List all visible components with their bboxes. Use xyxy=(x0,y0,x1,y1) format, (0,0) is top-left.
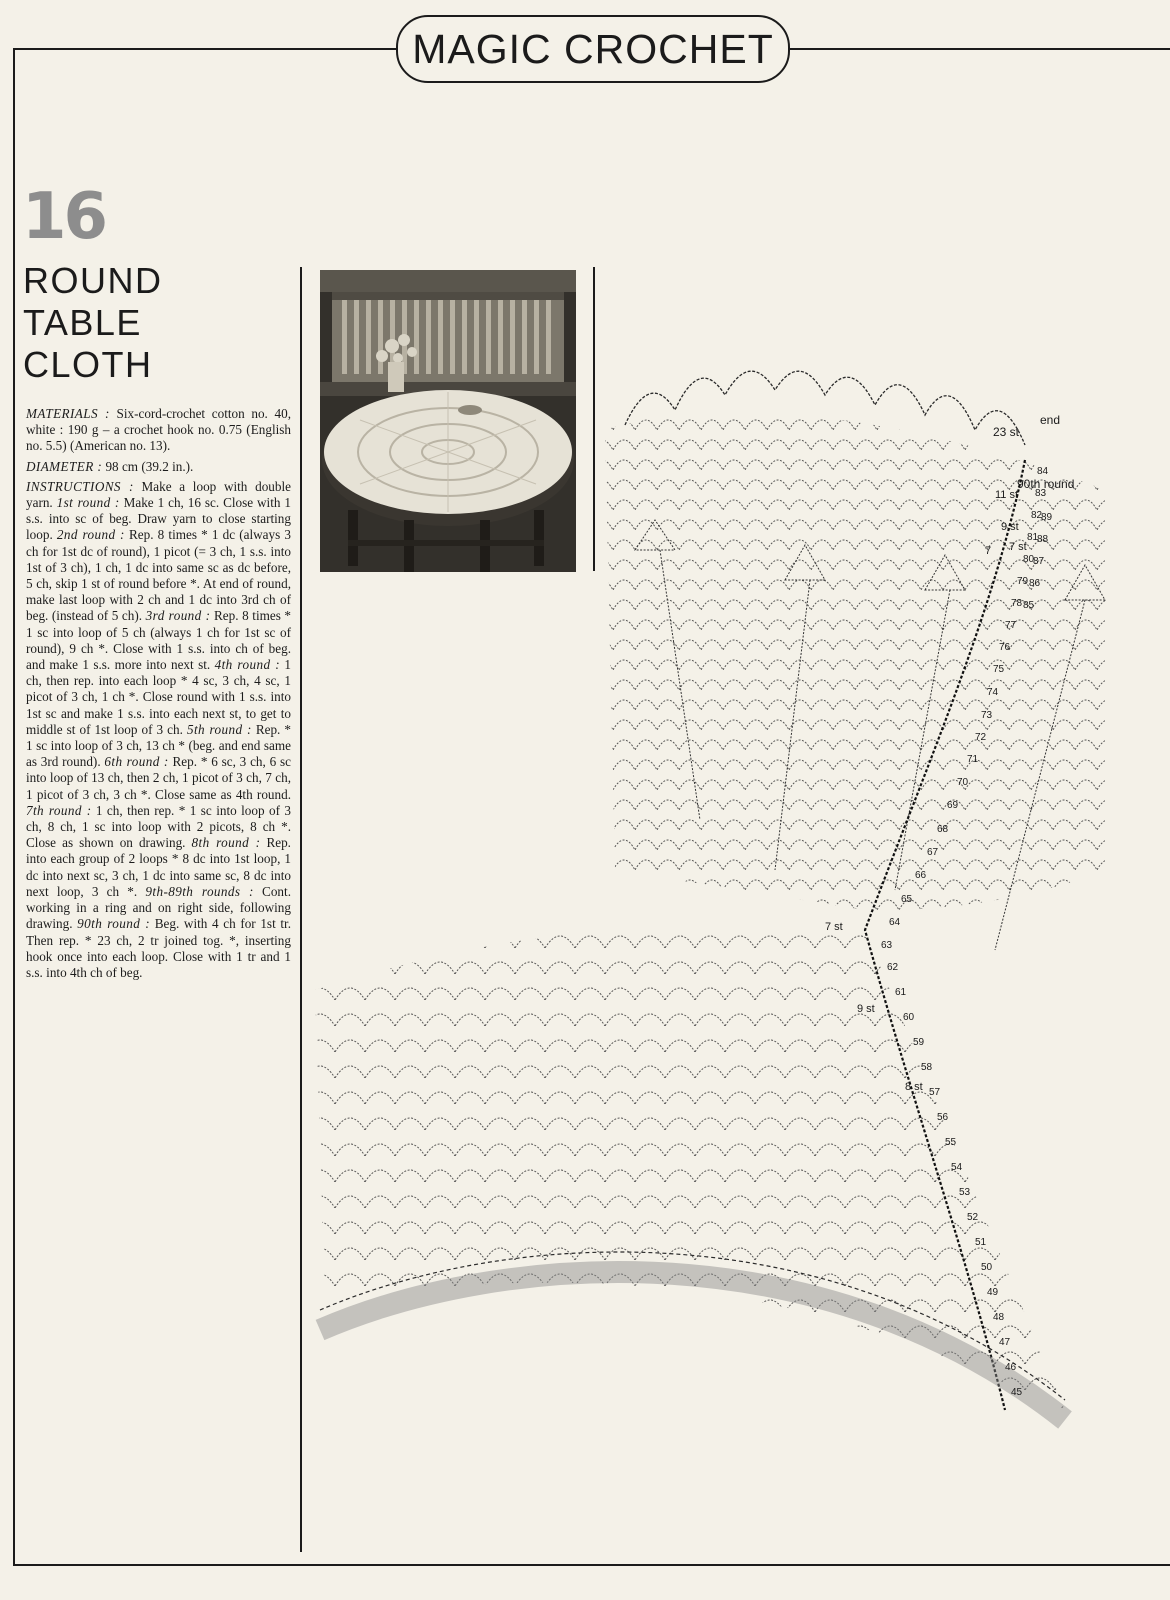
round-text: Cont. working in a ring and on right side, following drawing. xyxy=(26,883,291,932)
round-number-label: 59 xyxy=(913,1037,925,1048)
round-label: 9th-89th rounds : xyxy=(145,883,254,899)
title-line-2: TABLE xyxy=(23,302,142,343)
round-number-label: 50 xyxy=(981,1262,993,1273)
round-number-label: 69 xyxy=(947,800,959,811)
round-number-label: 83 xyxy=(1035,488,1047,499)
diameter-paragraph xyxy=(26,459,291,475)
round-text: Rep. * 1 sc into loop of 3 ch, 13 ch * (beg. and end same as 3rd round). xyxy=(26,721,291,770)
round-number-label: 52 xyxy=(967,1212,979,1223)
round-number-label: 85 xyxy=(1023,600,1035,611)
instructions-label: INSTRUCTIONS : xyxy=(26,478,134,494)
round-number-label: 88 xyxy=(1037,534,1049,545)
round-number-label: 76 xyxy=(999,642,1011,653)
round-text: 1 ch, then rep. * 1 sc into loop of 3 ch, 8 ch, 1 sc into loop with 2 picots, 8 ch *. Close as shown on drawing. xyxy=(26,802,291,851)
round-number-label: 78 xyxy=(1011,598,1023,609)
round-number-label: 81 xyxy=(1027,532,1039,543)
round-number-label: 72 xyxy=(975,732,987,743)
round-number-label: 46 xyxy=(1005,1362,1017,1373)
round-text: Rep. 8 times * 1 sc into loop of 5 ch (always 1 ch for 1st sc of round), 9 ch *. Close with 1 s.s. into ch of beg. and make 1 s.s. more into next st. xyxy=(26,608,292,673)
round-number-label: 75 xyxy=(993,664,1005,675)
chart-label-9st-top: 9 st xyxy=(1001,521,1019,533)
round-number-label: 71 xyxy=(967,754,979,765)
round-number-label: 55 xyxy=(945,1137,957,1148)
round-number-label: 80 xyxy=(1023,554,1035,565)
round-label: 90th round : xyxy=(77,916,151,932)
round-number-label: 45 xyxy=(1011,1387,1023,1398)
round-number-label: 54 xyxy=(951,1162,963,1173)
pattern-title xyxy=(23,260,163,386)
round-number-label: 62 xyxy=(887,962,899,973)
round-number-label: 77 xyxy=(1005,620,1017,631)
round-number-label: 67 xyxy=(927,847,939,858)
crochet-chart-drawing xyxy=(305,350,1165,1450)
title-line-3: CLOTH xyxy=(23,344,153,385)
round-number-label: 63 xyxy=(881,940,893,951)
round-number-label: 56 xyxy=(937,1112,949,1123)
chart-label-9st-mid: 9 st xyxy=(857,1003,875,1015)
magazine-header xyxy=(396,15,790,83)
round-number-label: 51 xyxy=(975,1237,987,1248)
instructions-intro: Make a loop with double yarn. xyxy=(26,478,291,511)
round-text: Rep. into each group of 2 loops * 8 dc into 1st loop, 1 dc into next sc, 3 ch, 1 dc into same sc, 8 dc into next loop, 3 ch *. xyxy=(26,835,291,899)
chart-label-7st-top: 7 st xyxy=(1009,541,1027,553)
round-number-label: 48 xyxy=(993,1312,1005,1323)
round-number-label: 68 xyxy=(937,824,949,835)
round-number-label: 57 xyxy=(929,1087,941,1098)
chart-label-end: end xyxy=(1040,413,1061,427)
frame-top-rule-right xyxy=(786,48,1170,50)
magazine-title: MAGIC CROCHET xyxy=(412,25,774,72)
pattern-number: 16 xyxy=(22,180,106,254)
round-text: Make 1 ch, 16 sc. Close with 1 s.s. into sc of beg. Draw yarn to close starting loop. xyxy=(26,495,291,543)
round-label: 4th round : xyxy=(214,657,281,673)
chart-label-90th-round: 90th round xyxy=(1017,477,1075,491)
column-divider xyxy=(300,267,302,1552)
diameter-text: 98 cm (39.2 in.). xyxy=(105,458,194,474)
round-number-label: 73 xyxy=(981,710,993,721)
round-number-label: 84 xyxy=(1037,466,1049,477)
chart-label-7st-mid: 7 st xyxy=(825,921,843,933)
round-label: 8th round : xyxy=(191,835,261,851)
round-number-label: 66 xyxy=(915,870,927,881)
round-text: Rep. * 6 sc, 3 ch, 6 sc into loop of 13 ch, then 2 ch, 1 picot of 3 ch, 7 ch, 1 picot of 3 ch, 3 ch *. Close same as 4th round. xyxy=(26,754,291,802)
round-number-label: 74 xyxy=(987,687,999,698)
round-number-label: 61 xyxy=(895,987,907,998)
round-number-label: 47 xyxy=(999,1337,1011,1348)
round-text: Rep. 8 times * 1 dc (always 3 ch for 1st dc of round), 1 picot (= 3 ch, 1 s.s. into 1st of 3 ch), 1 ch, 1 dc into same sc as dc before, 5 ch, skip 1 st of round before *. At end of round, make last loop with 2 ch and 1 dc into 3rd ch of beg. (instead of 5 ch). xyxy=(26,527,291,624)
round-label: 2nd round : xyxy=(56,527,125,543)
crochet-chart xyxy=(305,350,1165,1455)
round-text: Beg. with 4 ch for 1st tr. Then rep. * 23 ch, 2 tr joined tog. *, inserting hook once into each loop. Close with 1 tr and 1 s.s. into 4th ch of beg. xyxy=(26,916,291,980)
round-number-label: 65 xyxy=(901,894,913,905)
round-number-label: 70 xyxy=(957,777,969,788)
round-label: 6th round : xyxy=(104,754,169,770)
round-number-label: 49 xyxy=(987,1287,999,1298)
round-number-label: 82 xyxy=(1031,510,1043,521)
materials-paragraph xyxy=(26,406,291,455)
materials-text: Six-cord-crochet cotton no. 40, white : 190 g – a crochet hook no. 0.75 (English no. 5.5) (American no. 13). xyxy=(26,406,291,454)
chart-label-23st: 23 st xyxy=(993,425,1020,439)
title-line-1: ROUND xyxy=(23,260,163,301)
frame-left-rule xyxy=(13,49,15,1566)
frame-bottom-rule xyxy=(13,1564,1170,1566)
round-number-label: 89 xyxy=(1041,512,1053,523)
round-number-label: 86 xyxy=(1029,578,1041,589)
round-label: 5th round : xyxy=(186,721,252,737)
instructions-column xyxy=(26,406,291,985)
chart-label-7: 7 xyxy=(985,545,992,557)
round-label: 1st round : xyxy=(56,495,120,511)
round-number-label: 53 xyxy=(959,1187,971,1198)
round-number-label: 60 xyxy=(903,1012,915,1023)
frame-top-rule-left xyxy=(13,48,396,50)
chart-label-8st: 8 st xyxy=(905,1081,923,1093)
round-number-label: 87 xyxy=(1033,556,1045,567)
materials-label: MATERIALS : xyxy=(26,406,110,421)
round-label: 7th round : xyxy=(26,802,92,818)
round-number-label: 64 xyxy=(889,917,901,928)
round-number-label: 58 xyxy=(921,1062,933,1073)
round-number-label: 79 xyxy=(1017,576,1029,587)
diameter-label: DIAMETER : xyxy=(26,458,103,474)
chart-label-11st: 11 st xyxy=(995,489,1019,501)
round-text: 1 ch, then rep. into each loop * 4 sc, 3 ch, 4 sc, 1 picot of 3 ch, 1 ch *. Close round with 1 s.s. into 1st sc and make 1 s.s. into each next st, to get to middle st of 1st loop of 3 ch. xyxy=(26,657,291,737)
instructions-paragraph xyxy=(26,479,291,981)
round-label: 3rd round : xyxy=(145,608,211,624)
